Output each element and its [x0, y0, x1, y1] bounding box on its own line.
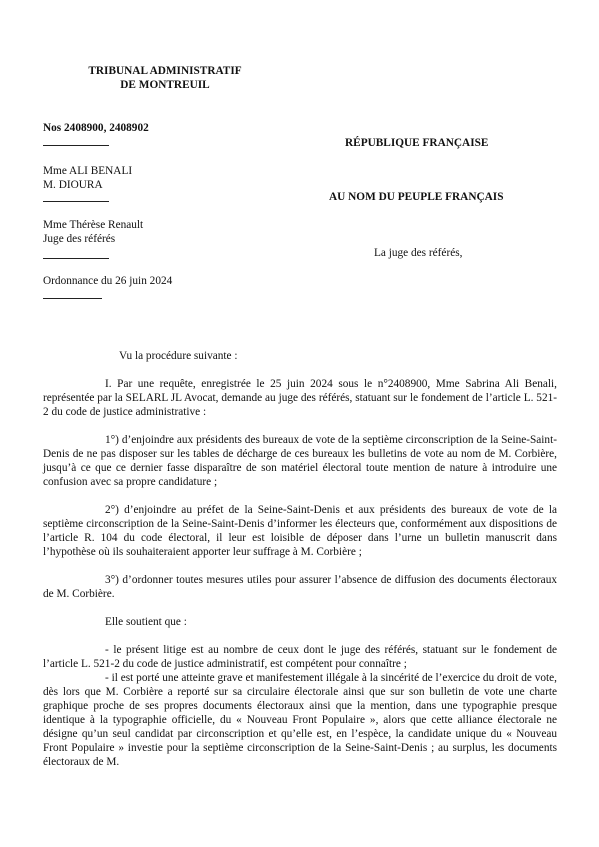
order-date: Ordonnance du 26 juin 2024 — [43, 275, 173, 287]
people-heading: AU NOM DU PEUPLE FRANÇAIS — [329, 191, 504, 203]
paragraph: 2°) d’enjoindre au préfet de la Seine-Saint-Denis et aux présidents des bureaux de vote de la septième circonscription de la Seine-Saint-Denis d’informer les électeurs que, conformément aux dispositions de l’article R. 104 du code électoral, il leur est loisible de déposer dans l’urne un bulletin manuscrit dans l’hypothèse où ils souhaiteraient apporter leur suffrage à M. Corbière ; — [43, 504, 557, 558]
judge-role: Juge des référés — [43, 233, 116, 245]
party-1: Mme ALI BENALI — [43, 165, 133, 177]
divider — [43, 145, 109, 146]
judge-title-right: La juge des référés, — [374, 247, 463, 259]
paragraph: 3°) d’ordonner toutes mesures utiles pour assurer l’absence de diffusion des documents électoraux de M. Corbière. — [43, 574, 557, 600]
republic-heading: RÉPUBLIQUE FRANÇAISE — [345, 137, 489, 149]
court-name — [60, 64, 270, 92]
paragraph: - le présent litige est au nombre de ceux dont le juge des référés, statuant sur le fondement de l’article L. 521-2 du code de justice administratif, est compétent pour connaître ; — [43, 644, 557, 670]
judge-name: Mme Thérèse Renault — [43, 219, 144, 231]
paragraph: Elle soutient que : — [105, 616, 187, 628]
judge — [43, 218, 143, 246]
paragraph: - il est porté une atteinte grave et manifestement illégale à la sincérité de l’exercice du droit de vote, dès lors que M. Corbière a reporté sur sa circulaire électorale ainsi que sur son bulletin de vote une charte graphique proche de ses propres documents électoraux ainsi que la mention, dans une typographie presque identique à la typographie officielle, du « Nouveau Front Populaire », alors que cette alliance électorale ne désigne qu’un seul candidat par circonscription et qu’elle est, en l’espèce, la candidate unique du « Nouveau Front Populaire » investie pour la septième circonscription de la Seine-Saint-Denis ; au surplus, les documents électoraux de M. — [43, 672, 557, 768]
intro-line: Vu la procédure suivante : — [119, 350, 238, 362]
paragraph: 1°) d’enjoindre aux présidents des bureaux de vote de la septième circonscription de la Seine-Saint-Denis de ne pas disposer sur les tables de décharge de ces bureaux les bulletins de vote au nom de M. Corbière, jusqu’à ce que ce dernier fasse disparaître de son matériel électoral toute mention de nature à introduire une confusion avec sa propre candidature ; — [43, 434, 557, 488]
court-name-line1: TRIBUNAL ADMINISTRATIF — [88, 65, 242, 77]
case-numbers: Nos 2408900, 2408902 — [43, 122, 149, 134]
court-name-line2: DE MONTREUIL — [120, 79, 210, 91]
divider — [43, 258, 109, 259]
divider — [43, 298, 102, 299]
divider — [43, 201, 109, 202]
paragraph: I. Par une requête, enregistrée le 25 juin 2024 sous le n°2408900, Mme Sabrina Ali Benali, représentée par la SELARL JL Avocat, demande au juge des référés, statuant sur le fondement de l’article L. 521-2 du code de justice administrative : — [43, 378, 557, 418]
party-2: M. DIOURA — [43, 179, 103, 191]
parties — [43, 164, 132, 192]
